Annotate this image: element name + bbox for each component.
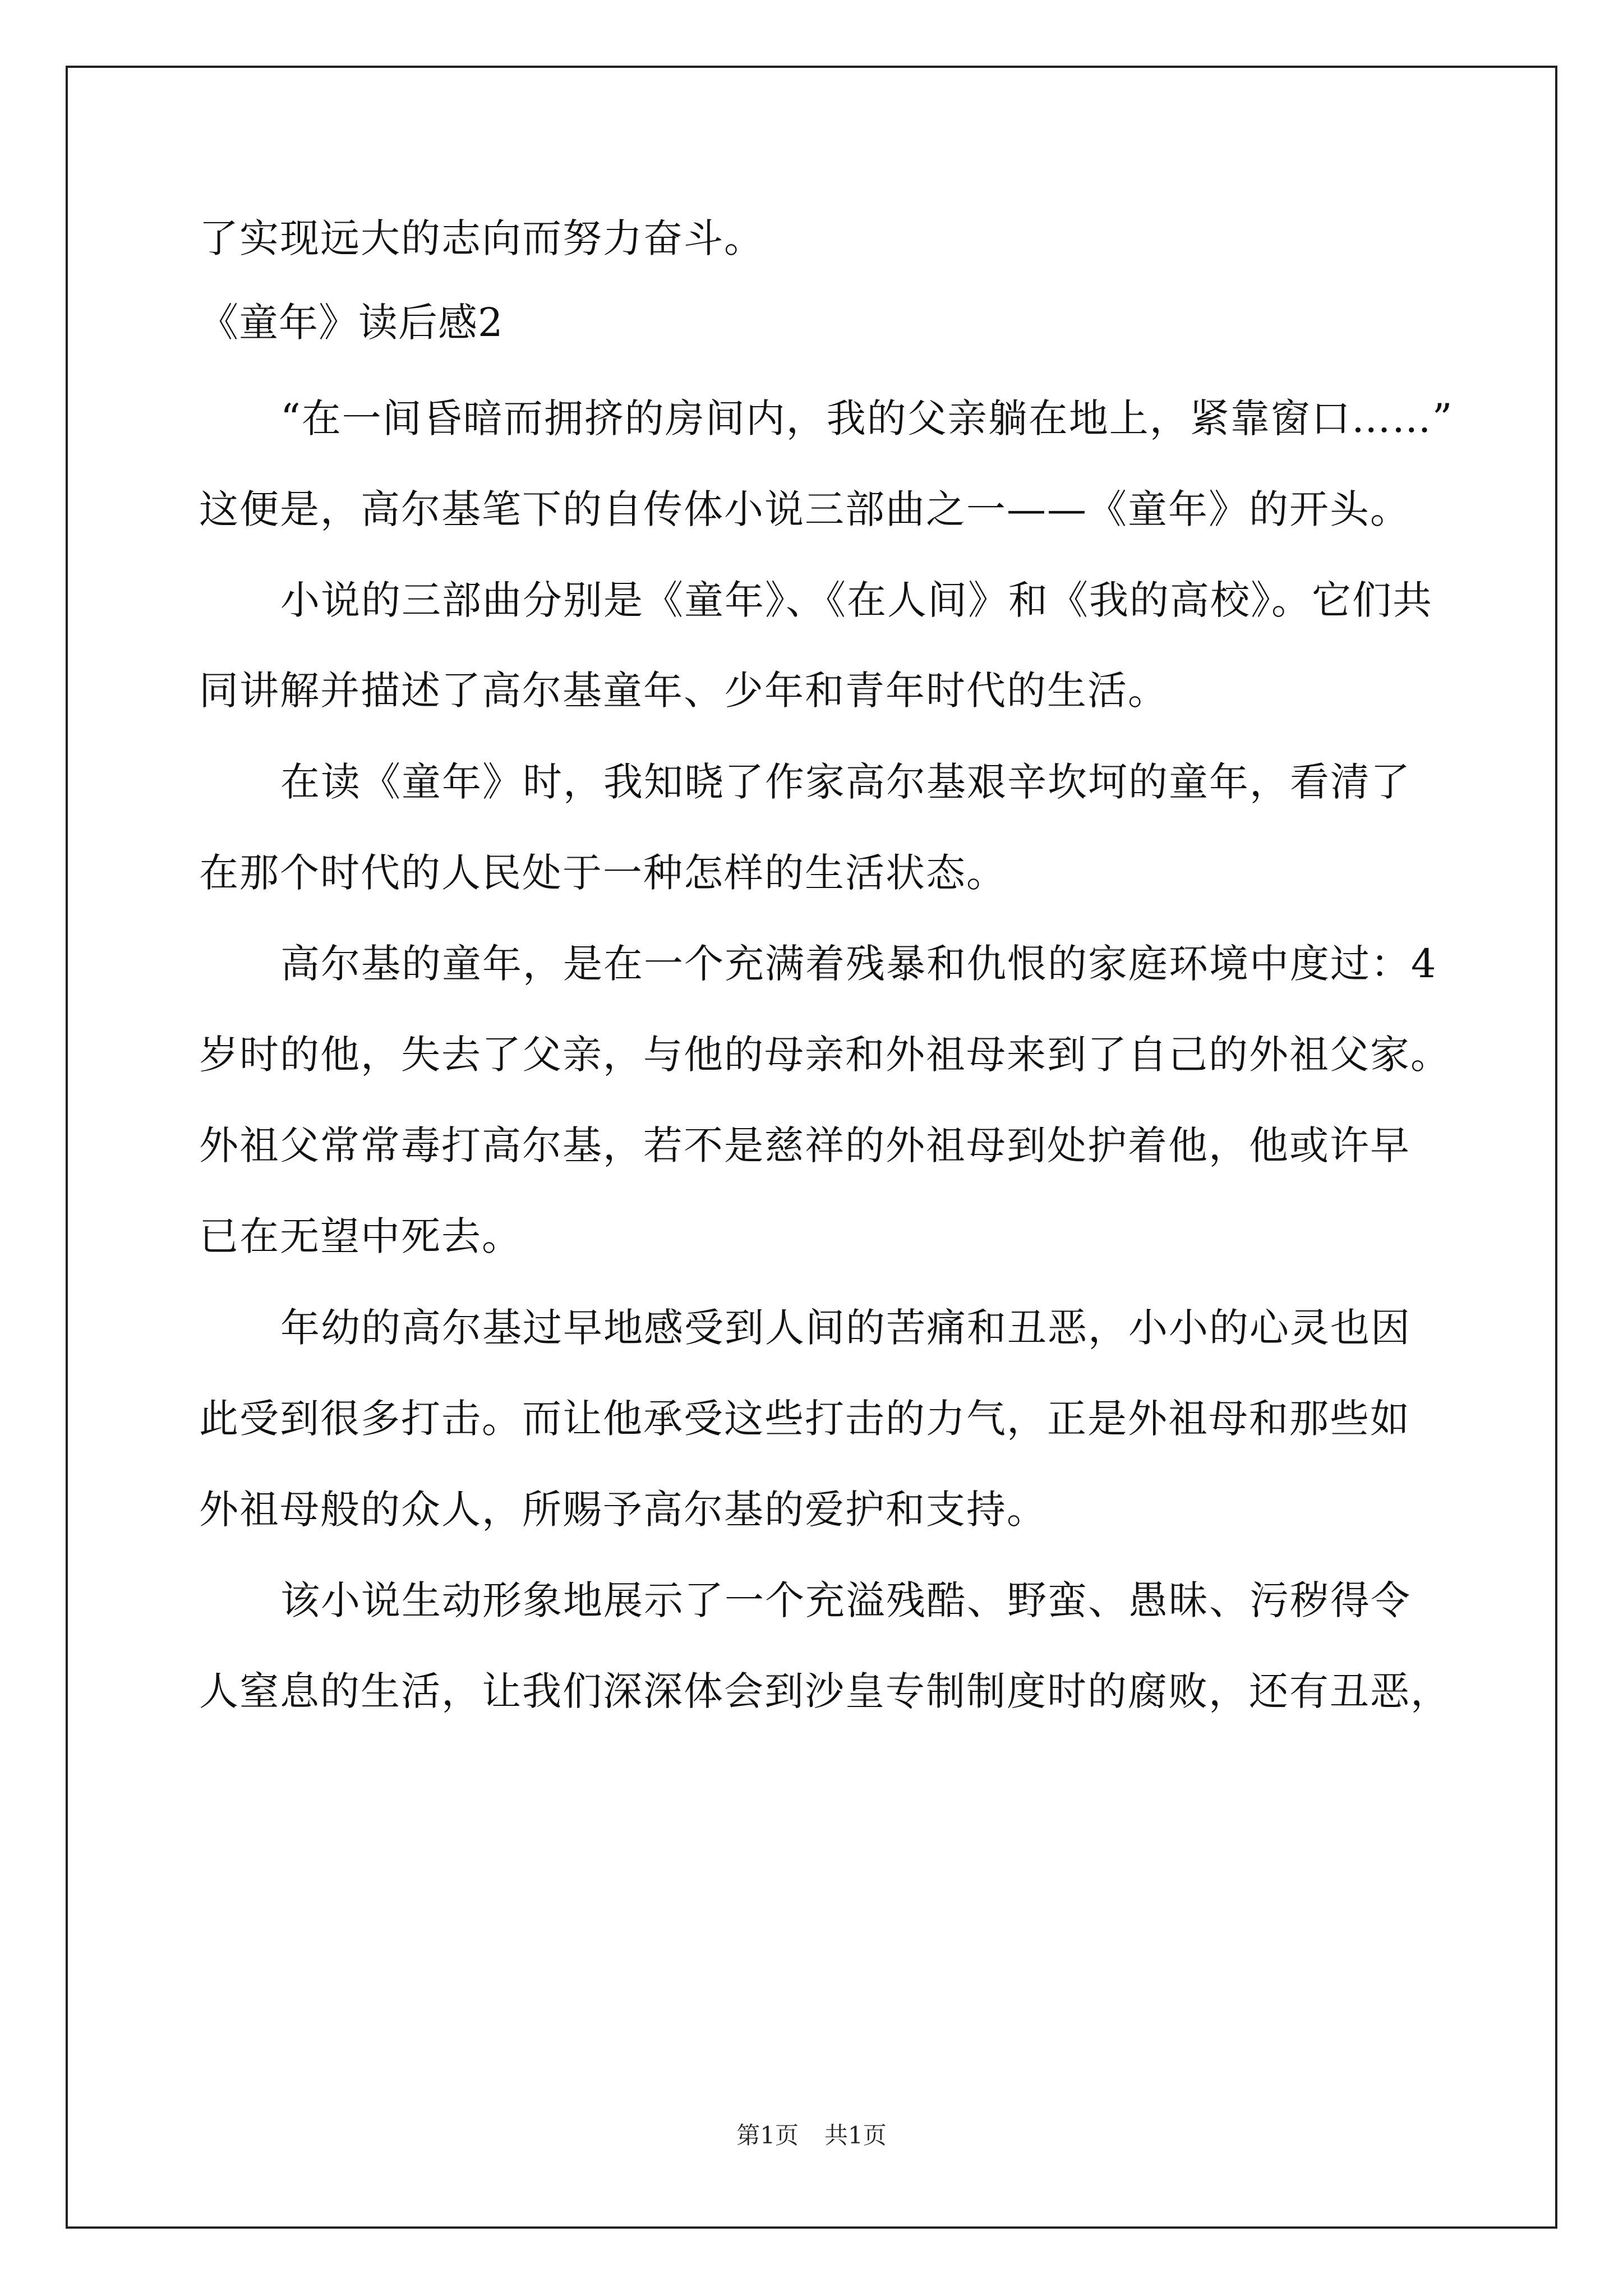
paragraph-line: 年幼的高尔基过早地感受到人间的苦痛和丑恶，小小的心灵也因 xyxy=(280,1305,1411,1351)
paragraph-line: “在一间昏暗而拥挤的房间内，我的父亲躺在地上，紧靠窗口……” xyxy=(280,395,1454,441)
paragraph-line: 外祖父常常毒打高尔基，若不是慈祥的外祖母到处护着他，他或许早 xyxy=(199,1122,1410,1168)
page-number: 第1页 xyxy=(736,2122,799,2149)
total-pages: 共1页 xyxy=(824,2122,887,2149)
paragraph-line: 在那个时代的人民处于一种怎样的生活状态。 xyxy=(199,850,1007,896)
paragraph-line: 高尔基的童年，是在一个充满着残暴和仇恨的家庭环境中度过：4 xyxy=(280,941,1437,987)
paragraph-line: 了实现远大的志向而努力奋斗。 xyxy=(199,215,764,261)
paragraph-line: 同讲解并描述了高尔基童年、少年和青年时代的生活。 xyxy=(199,668,1168,714)
paragraph-line: 这便是，高尔基笔下的自传体小说三部曲之一——《童年》的开头。 xyxy=(199,486,1410,532)
paragraph-line: 外祖母般的众人，所赐予高尔基的爱护和支持。 xyxy=(199,1487,1047,1533)
page-footer xyxy=(0,2122,1623,2150)
section-title: 《童年》读后感2 xyxy=(199,300,504,346)
paragraph-line: 小说的三部曲分别是《童年》、《在人间》和《我的高校》。它们共 xyxy=(280,577,1433,623)
paragraph-line: 人窒息的生活，让我们深深体会到沙皇专制制度时的腐败，还有丑恶， xyxy=(199,1668,1451,1714)
paragraph-line: 此受到很多打击。而让他承受这些打击的力气，正是外祖母和那些如 xyxy=(199,1396,1410,1442)
paragraph-line: 岁时的他，失去了父亲，与他的母亲和外祖母来到了自己的外祖父家。 xyxy=(199,1032,1451,1078)
paragraph-line: 在读《童年》时，我知晓了作家高尔基艰辛坎坷的童年，看清了 xyxy=(280,759,1411,805)
paragraph-line: 该小说生动形象地展示了一个充溢残酷、野蛮、愚昧、污秽得令 xyxy=(280,1577,1411,1623)
paragraph-line: 已在无望中死去。 xyxy=(199,1213,522,1259)
